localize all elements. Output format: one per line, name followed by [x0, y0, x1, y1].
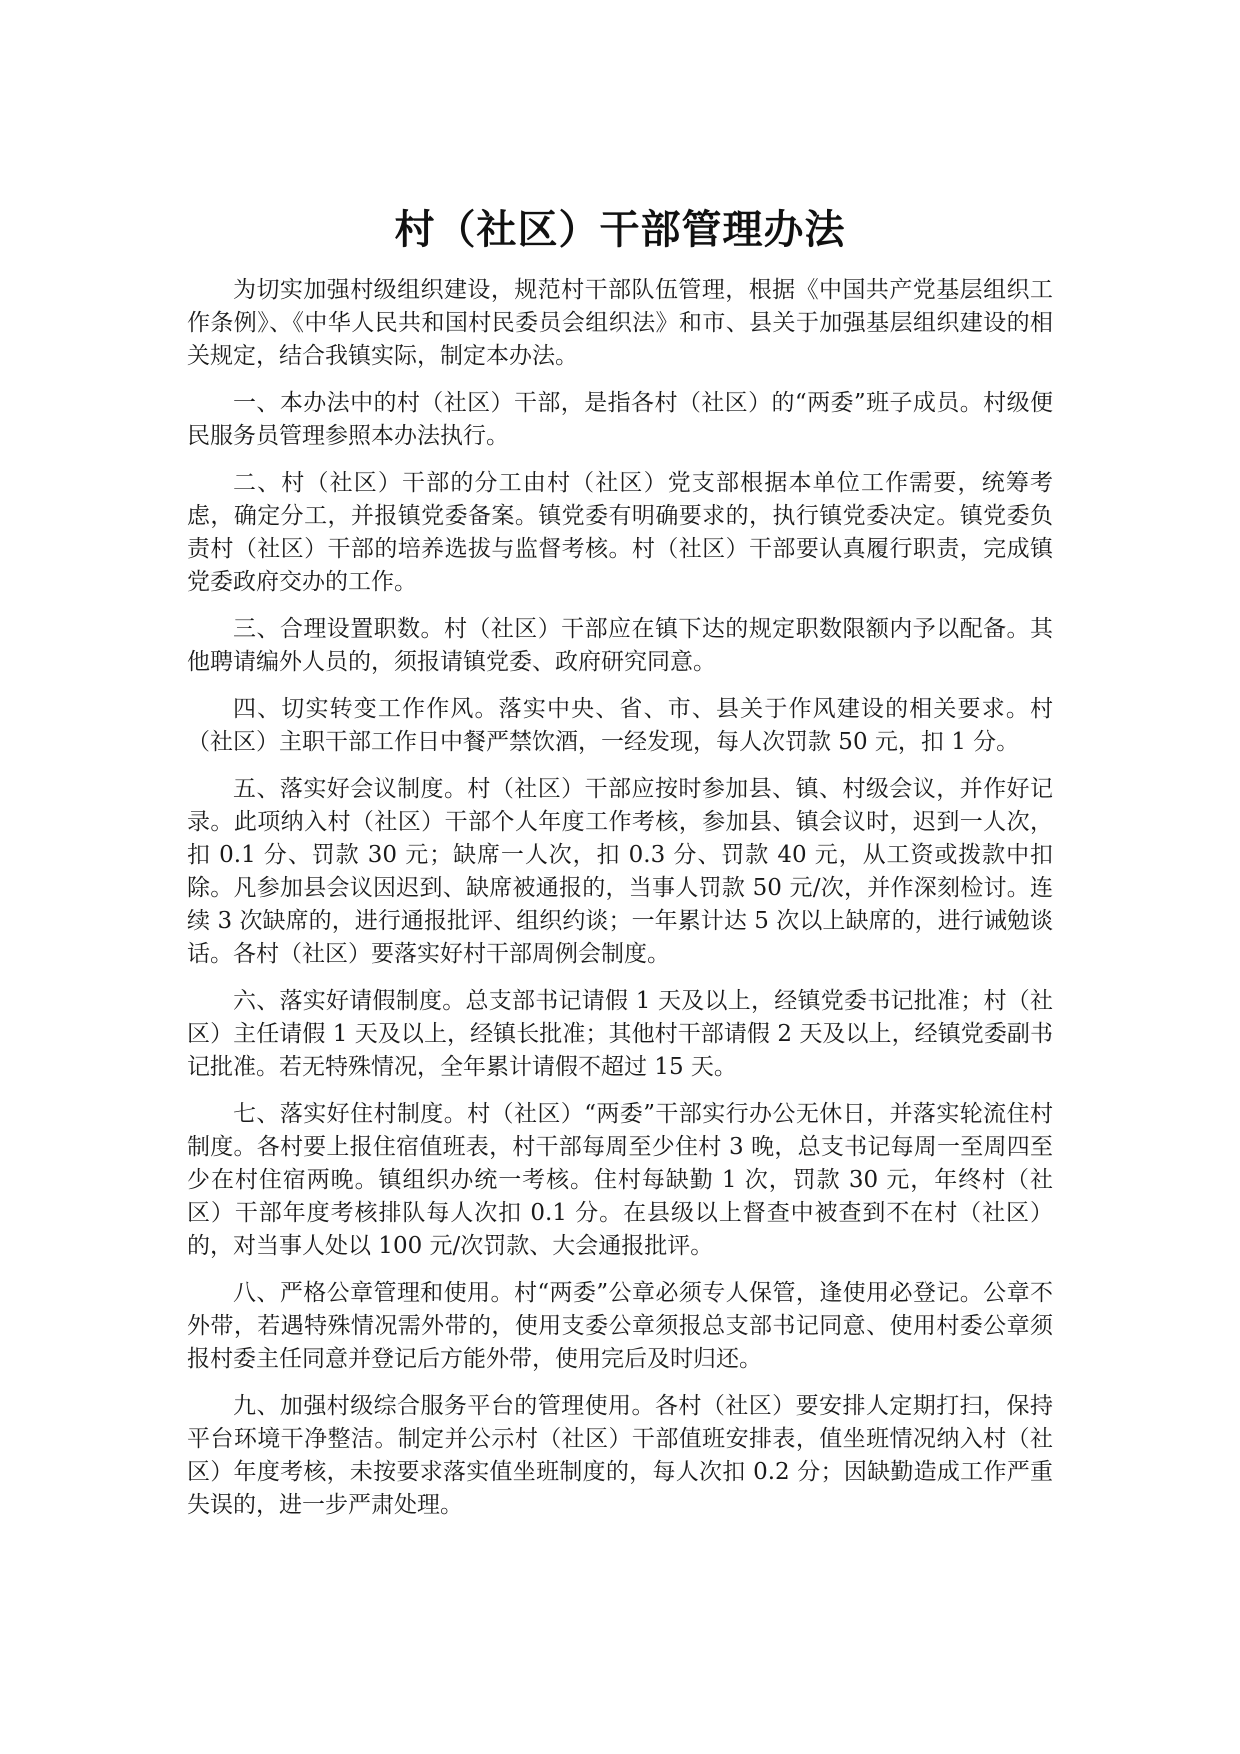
document-title: 村（社区）干部管理办法: [394, 206, 846, 253]
document-body: [187, 274, 1053, 1536]
paragraph-article-7: 七、落实好住村制度。村（社区）“两委”干部实行办公无休日，并落实轮流住村制度。各村要上报住宿值班表，村干部每周至少住村 3 晚，总支书记每周一至周四至少在村住宿两晚。镇组织办统一考核。住村每缺勤 1 次，罚款 30 元，年终村（社区）干部年度考核排队每人次扣 0.1 分。在县级以上督查中被查到不在村（社区）的，对当事人处以 100 元/次罚款、大会通报批评。: [187, 1101, 1053, 1259]
paragraph-article-4: 四、切实转变工作作风。落实中央、省、市、县关于作风建设的相关要求。村（社区）主职干部工作日中餐严禁饮酒，一经发现，每人次罚款 50 元，扣 1 分。: [187, 696, 1053, 755]
paragraph-article-5: 五、落实好会议制度。村（社区）干部应按时参加县、镇、村级会议，并作好记录。此项纳入村（社区）干部个人年度工作考核，参加县、镇会议时，迟到一人次，扣 0.1 分、罚款 30 元；缺席一人次，扣 0.3 分、罚款 40 元，从工资或拨款中扣除。凡参加县会议因迟到、缺席被通报的，当事人罚款 50 元/次，并作深刻检讨。连续 3 次缺席的，进行通报批评、组织约谈；一年累计达 5 次以上缺席的，进行诫勉谈话。各村（社区）要落实好村干部周例会制度。: [187, 776, 1053, 967]
paragraph-article-9: 九、加强村级综合服务平台的管理使用。各村（社区）要安排人定期打扫，保持平台环境干净整洁。制定并公示村（社区）干部值班安排表，值坐班情况纳入村（社区）年度考核，未按要求落实值坐班制度的，每人次扣 0.2 分；因缺勤造成工作严重失误的，进一步严肃处理。: [187, 1393, 1053, 1518]
paragraph-article-6: 六、落实好请假制度。总支部书记请假 1 天及以上，经镇党委书记批准；村（社区）主任请假 1 天及以上，经镇长批准；其他村干部请假 2 天及以上，经镇党委副书记批准。若无特殊情况，全年累计请假不超过 15 天。: [187, 988, 1053, 1080]
paragraph-article-1: 一、本办法中的村（社区）干部，是指各村（社区）的“两委”班子成员。村级便民服务员管理参照本办法执行。: [187, 390, 1053, 449]
paragraph-article-3: 三、合理设置职数。村（社区）干部应在镇下达的规定职数限额内予以配备。其他聘请编外人员的，须报请镇党委、政府研究同意。: [187, 616, 1053, 675]
paragraph-article-2: 二、村（社区）干部的分工由村（社区）党支部根据本单位工作需要，统筹考虑，确定分工，并报镇党委备案。镇党委有明确要求的，执行镇党委决定。镇党委负责村（社区）干部的培养选拔与监督考核。村（社区）干部要认真履行职责，完成镇党委政府交办的工作。: [187, 470, 1053, 595]
paragraph-article-8: 八、严格公章管理和使用。村“两委”公章必须专人保管，逢使用必登记。公章不外带，若遇特殊情况需外带的，使用支委公章须报总支部书记同意、使用村委公章须报村委主任同意并登记后方能外带，使用完后及时归还。: [187, 1280, 1053, 1372]
paragraph-preamble: 为切实加强村级组织建设，规范村干部队伍管理，根据《中国共产党基层组织工作条例》、《中华人民共和国村民委员会组织法》和市、县关于加强基层组织建设的相关规定，结合我镇实际，制定本办法。: [187, 277, 1053, 369]
